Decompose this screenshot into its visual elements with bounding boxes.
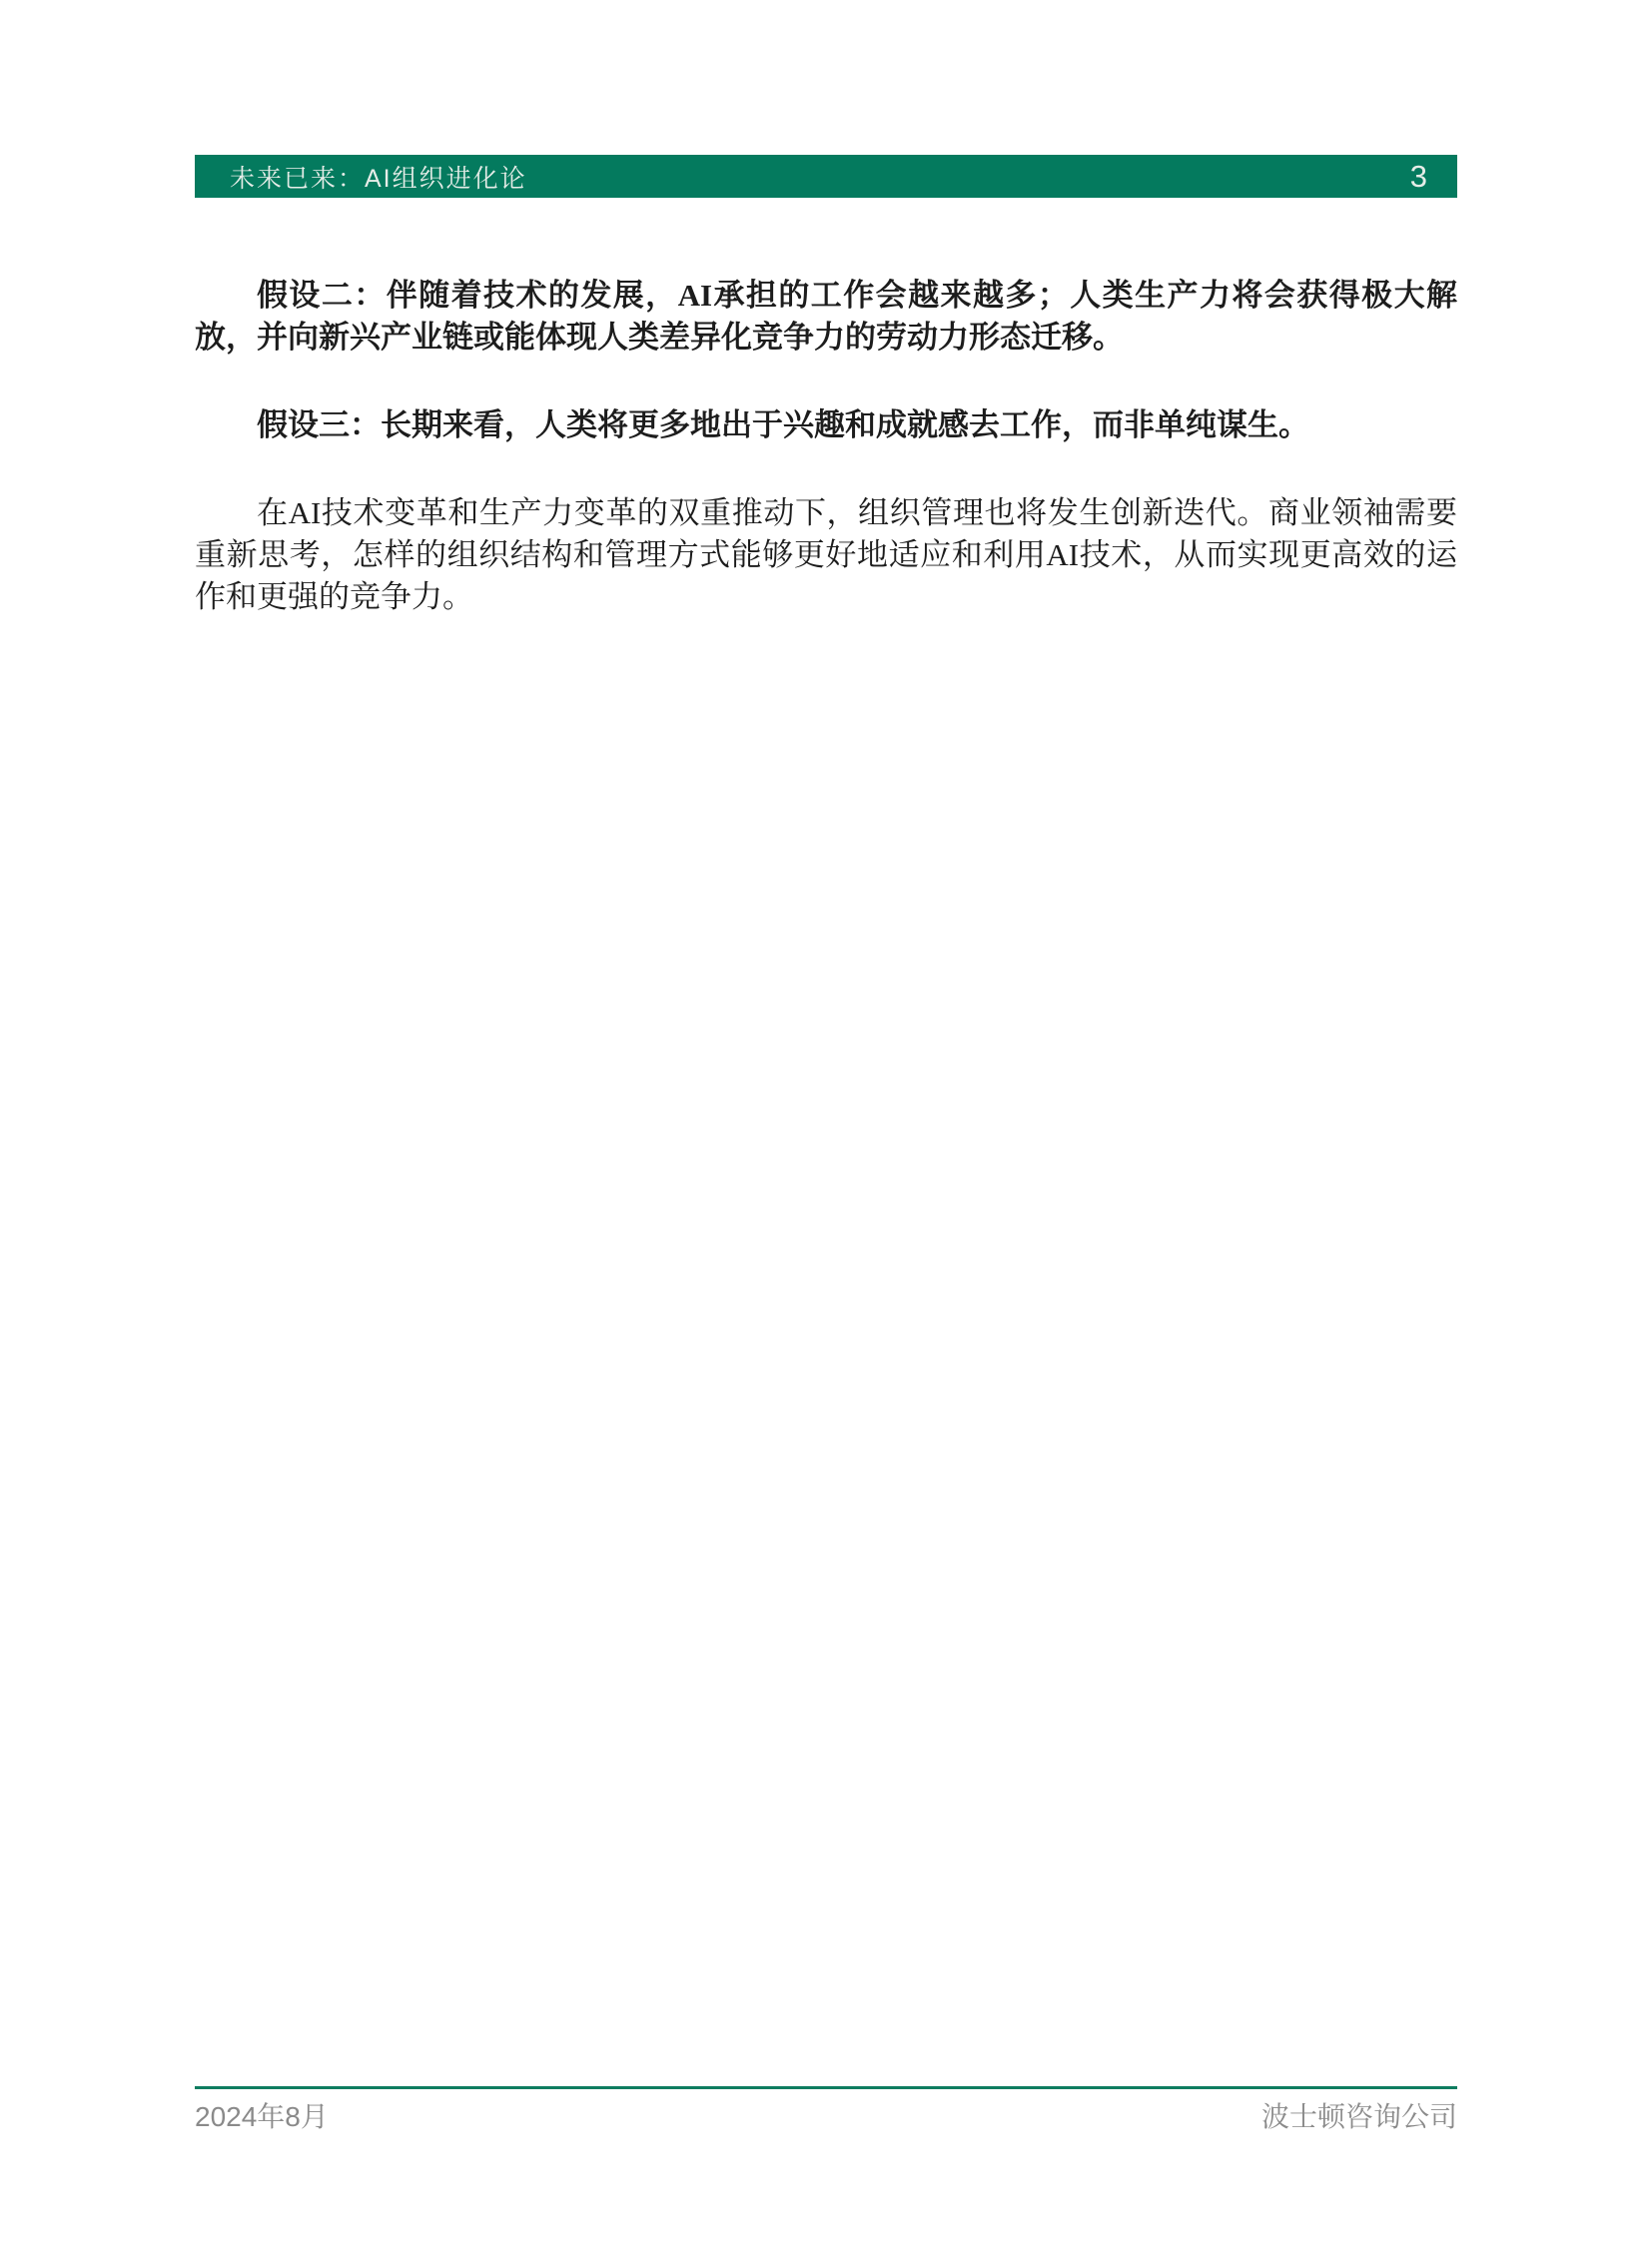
footer-date: 2024年8月 bbox=[195, 2101, 329, 2132]
header-page-number: 3 bbox=[1409, 158, 1427, 194]
page-body bbox=[195, 275, 1457, 618]
paragraph-hypothesis-2: 假设二：伴随着技术的发展，AI承担的工作会越来越多；人类生产力将会获得极大解放，并向新兴产业链或能体现人类差异化竞争力的劳动力形态迁移。 bbox=[195, 278, 1457, 355]
footer-divider-line bbox=[195, 2086, 1457, 2089]
page-footer bbox=[195, 2095, 1457, 2135]
page-header-band bbox=[195, 155, 1457, 198]
header-running-title: 未来已来：AI组织进化论 bbox=[230, 164, 527, 193]
paragraph-conclusion: 在AI技术变革和生产力变革的双重推动下，组织管理也将发生创新迭代。商业领袖需要重新思考，怎样的组织结构和管理方式能够更好地适应和利用AI技术，从而实现更高效的运作和更强的竞争力。 bbox=[195, 495, 1457, 614]
paragraph-hypothesis-3: 假设三：长期来看，人类将更多地出于兴趣和成就感去工作，而非单纯谋生。 bbox=[257, 407, 1309, 442]
footer-company: 波士顿咨询公司 bbox=[1260, 2101, 1457, 2132]
